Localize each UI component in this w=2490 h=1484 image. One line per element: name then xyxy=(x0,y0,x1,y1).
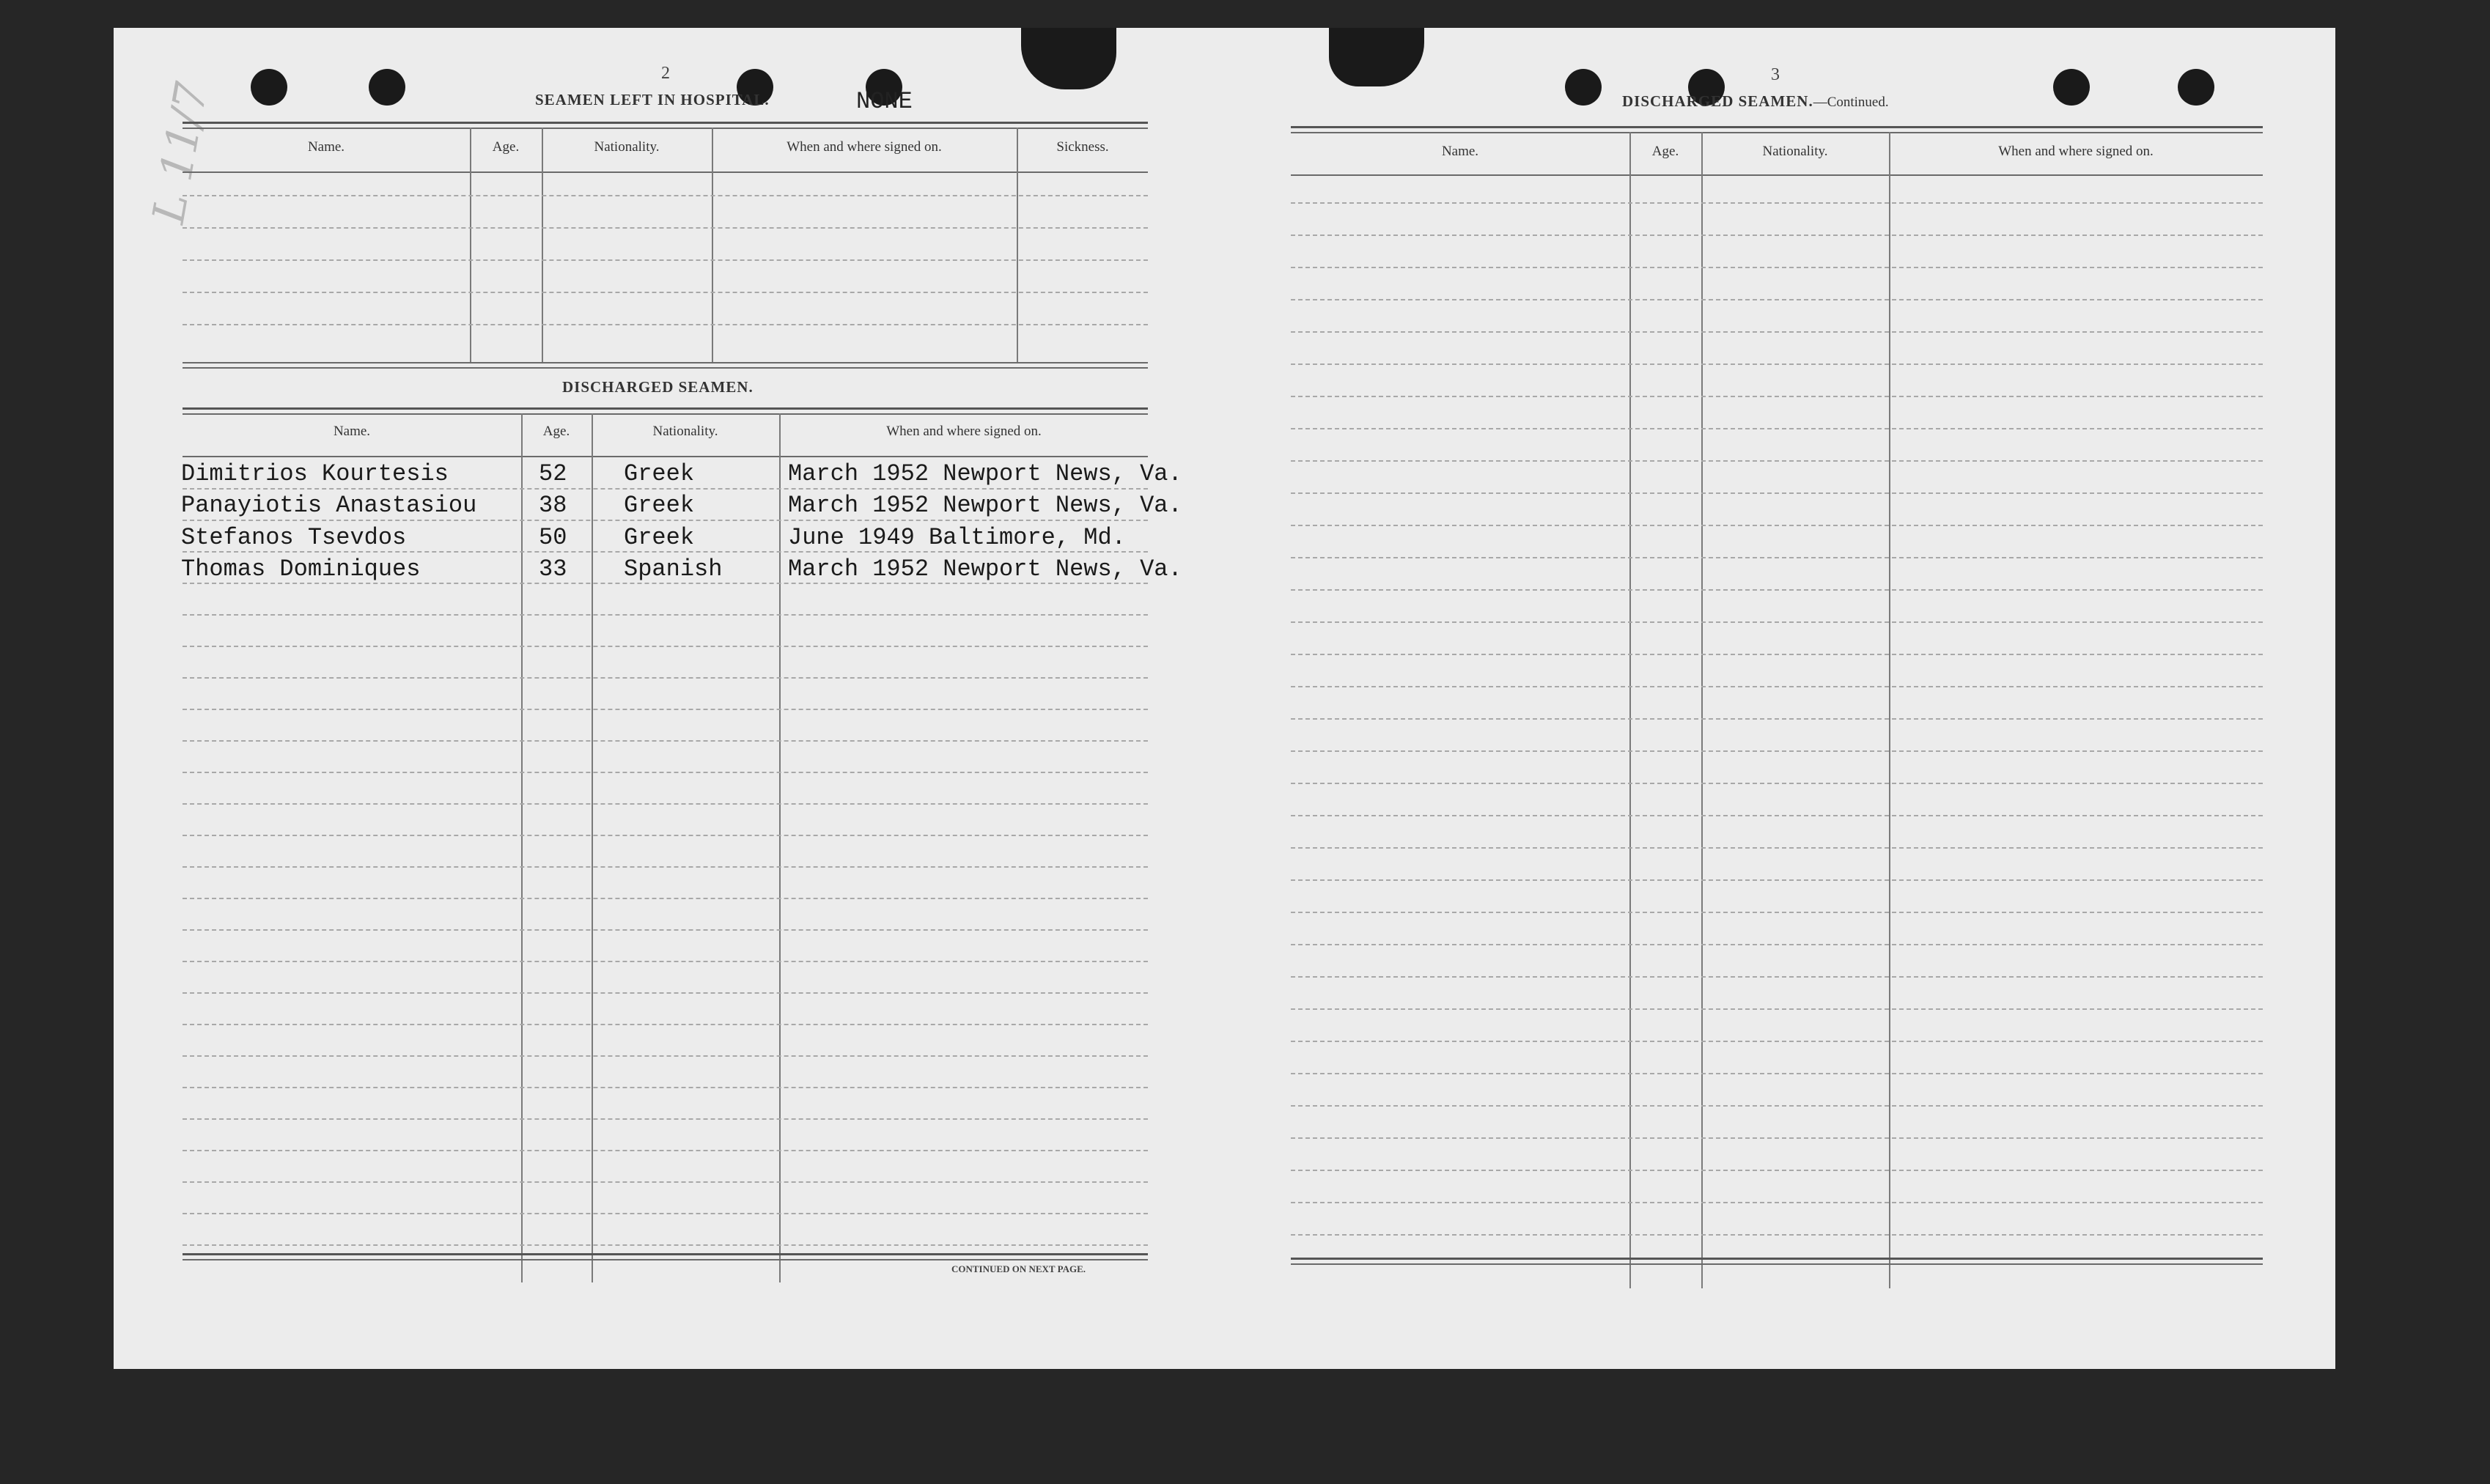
column-header-nationality: Nationality. xyxy=(652,424,718,439)
column-header-nationality: Nationality. xyxy=(1762,144,1828,159)
punch-hole xyxy=(1565,69,1602,106)
discharged-section-title: DISCHARGED SEAMEN. xyxy=(562,378,754,396)
seaman-name: Dimitrios Kourtesis xyxy=(181,460,449,487)
ruled-line xyxy=(183,898,1148,899)
page-number: 3 xyxy=(1771,65,1780,84)
punch-hole xyxy=(369,69,405,106)
column-header-nationality: Nationality. xyxy=(594,139,660,155)
seaman-signed-on: June 1949 Baltimore, Md. xyxy=(788,524,1126,551)
seaman-nationality: Greek xyxy=(624,492,695,519)
discharged-continued-title xyxy=(1622,92,1889,111)
ruled-line xyxy=(183,772,1148,773)
punch-hole xyxy=(2178,69,2214,106)
table-rule xyxy=(183,128,1148,129)
continued-note: CONTINUED ON NEXT PAGE. xyxy=(951,1263,1086,1274)
margin-annotation: L 11/7 xyxy=(143,78,218,228)
column-divider xyxy=(470,128,471,362)
seaman-signed-on: March 1952 Newport News, Va. xyxy=(788,555,1182,583)
table-rule xyxy=(183,171,1148,173)
ruled-line xyxy=(1291,492,2263,494)
ruled-line xyxy=(183,259,1148,261)
column-header-signed-on: When and where signed on. xyxy=(886,424,1042,439)
ruled-line xyxy=(183,520,1148,521)
ruled-line xyxy=(1291,202,2263,204)
column-header-name: Name. xyxy=(1441,144,1479,159)
ruled-line xyxy=(183,709,1148,710)
table-rule xyxy=(183,456,1148,457)
column-divider xyxy=(521,413,523,1282)
binding-tear xyxy=(1021,28,1116,89)
none-stamp: NONE xyxy=(856,88,913,115)
column-divider xyxy=(592,413,593,1282)
seaman-name: Thomas Dominiques xyxy=(181,555,421,583)
ruled-line xyxy=(1291,267,2263,268)
ruled-line xyxy=(183,324,1148,325)
seaman-nationality: Spanish xyxy=(624,555,723,583)
ruled-line xyxy=(1291,815,2263,816)
discharged-title-main: DISCHARGED SEAMEN. xyxy=(1622,92,1813,110)
ruled-line xyxy=(1291,235,2263,236)
seaman-age: 50 xyxy=(539,524,567,551)
ruled-line xyxy=(1291,976,2263,978)
column-divider xyxy=(1701,132,1703,1288)
seaman-age: 52 xyxy=(539,460,567,487)
column-divider xyxy=(1017,128,1018,362)
column-header-name: Name. xyxy=(333,424,371,439)
hospital-section-title: SEAMEN LEFT IN HOSPITAL. xyxy=(535,91,770,108)
ruled-line xyxy=(1291,589,2263,591)
ruled-line xyxy=(183,646,1148,647)
ruled-line xyxy=(1291,396,2263,397)
ruled-line xyxy=(1291,944,2263,945)
ruled-line xyxy=(1291,1041,2263,1042)
ruled-line xyxy=(183,227,1148,229)
ruled-line xyxy=(1291,750,2263,752)
column-divider xyxy=(712,128,713,362)
table-rule xyxy=(183,362,1148,363)
discharged-title-suffix: —Continued. xyxy=(1813,95,1889,110)
ruled-line xyxy=(183,1213,1148,1214)
ruled-line xyxy=(1291,1234,2263,1236)
table-rule xyxy=(183,407,1148,410)
ruled-line xyxy=(1291,1170,2263,1171)
ruled-line xyxy=(183,803,1148,805)
ruled-line xyxy=(1291,686,2263,687)
ruled-line xyxy=(183,1087,1148,1088)
binding-tear xyxy=(1329,28,1424,86)
seaman-nationality: Greek xyxy=(624,524,695,551)
ruled-line xyxy=(183,740,1148,742)
ruled-line xyxy=(183,677,1148,679)
ruled-line xyxy=(1291,557,2263,558)
seaman-name: Panayiotis Anastasiou xyxy=(181,492,477,519)
column-divider xyxy=(779,413,781,1282)
ruled-line xyxy=(183,488,1148,490)
ruled-line xyxy=(1291,363,2263,365)
ruled-line xyxy=(1291,1202,2263,1203)
seaman-signed-on: March 1952 Newport News, Va. xyxy=(788,492,1182,519)
table-rule xyxy=(183,1259,1148,1260)
column-header-signed-on: When and where signed on. xyxy=(787,139,942,155)
table-rule xyxy=(183,122,1148,124)
ruled-line xyxy=(1291,1105,2263,1107)
ruled-line xyxy=(183,961,1148,962)
ruled-line xyxy=(183,551,1148,553)
column-header-sickness: Sickness. xyxy=(1056,139,1109,155)
column-header-signed-on: When and where signed on. xyxy=(1998,144,2154,159)
ruled-line xyxy=(183,1024,1148,1025)
ruled-line xyxy=(1291,525,2263,526)
seaman-age: 33 xyxy=(539,555,567,583)
ruled-line xyxy=(1291,847,2263,849)
table-rule xyxy=(183,367,1148,369)
ruled-line xyxy=(1291,1137,2263,1139)
ruled-line xyxy=(1291,621,2263,623)
column-header-age: Age. xyxy=(1651,144,1679,159)
ruled-line xyxy=(183,1181,1148,1183)
ruled-line xyxy=(1291,654,2263,655)
table-rule xyxy=(1291,126,2263,128)
ruled-line xyxy=(183,929,1148,931)
table-rule xyxy=(183,1253,1148,1255)
ruled-line xyxy=(1291,428,2263,429)
ruled-line xyxy=(183,1150,1148,1151)
ruled-line xyxy=(1291,331,2263,333)
ruled-line xyxy=(183,992,1148,994)
column-header-name: Name. xyxy=(307,139,345,155)
seaman-name: Stefanos Tsevdos xyxy=(181,524,407,551)
table-rule xyxy=(1291,174,2263,176)
column-divider xyxy=(1629,132,1631,1288)
table-rule xyxy=(1291,132,2263,133)
seaman-nationality: Greek xyxy=(624,460,695,487)
ruled-line xyxy=(183,866,1148,868)
ruled-line xyxy=(183,195,1148,196)
ruled-line xyxy=(1291,1073,2263,1074)
ruled-line xyxy=(1291,783,2263,784)
column-divider xyxy=(1889,132,1890,1288)
punch-hole xyxy=(251,69,287,106)
table-rule xyxy=(1291,1258,2263,1260)
ruled-line xyxy=(1291,718,2263,720)
page-number: 2 xyxy=(661,64,670,83)
ruled-line xyxy=(1291,879,2263,881)
ruled-line xyxy=(183,583,1148,584)
ruled-line xyxy=(1291,912,2263,913)
table-rule xyxy=(1291,1263,2263,1265)
register-sheet xyxy=(114,28,2335,1369)
ruled-line xyxy=(183,292,1148,293)
ruled-line xyxy=(183,1118,1148,1120)
column-divider xyxy=(542,128,543,362)
column-header-age: Age. xyxy=(542,424,570,439)
ruled-line xyxy=(1291,460,2263,462)
seaman-signed-on: March 1952 Newport News, Va. xyxy=(788,460,1182,487)
seaman-age: 38 xyxy=(539,492,567,519)
ruled-line xyxy=(1291,299,2263,300)
ruled-line xyxy=(1291,1008,2263,1010)
column-header-age: Age. xyxy=(492,139,520,155)
ruled-line xyxy=(183,835,1148,836)
punch-hole xyxy=(2053,69,2090,106)
ruled-line xyxy=(183,1055,1148,1057)
ruled-line xyxy=(183,614,1148,616)
ruled-line xyxy=(183,1244,1148,1246)
table-rule xyxy=(183,413,1148,415)
